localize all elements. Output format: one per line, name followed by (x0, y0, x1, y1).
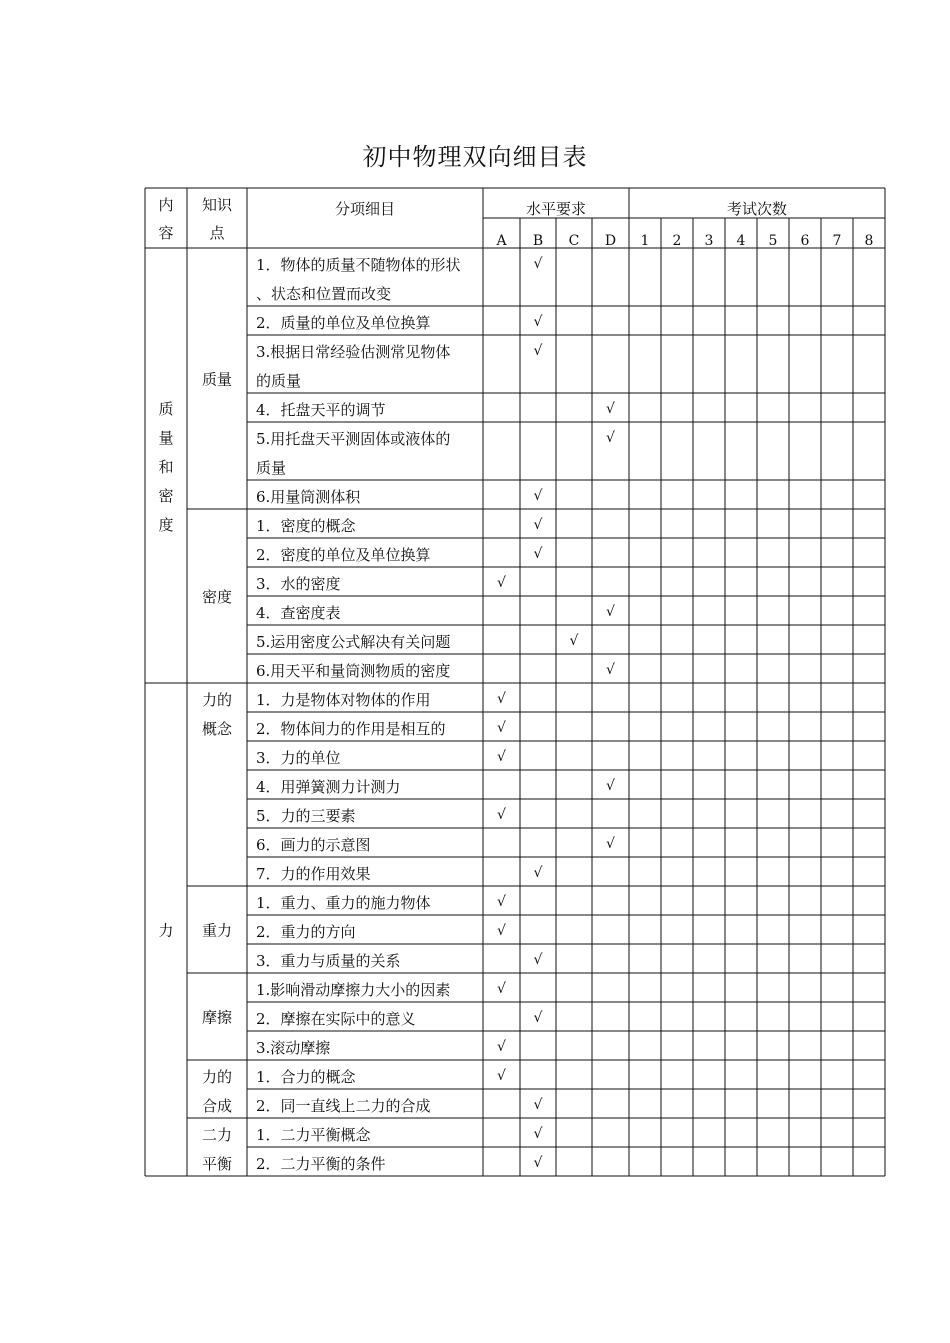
check-mark-D: √ (606, 836, 615, 852)
item-text: 1．合力的概念 (256, 1068, 356, 1086)
item-text: 3．水的密度 (256, 575, 341, 593)
content-label: 质量和密度 (158, 399, 174, 534)
topic-label: 力的概念 (201, 691, 233, 738)
check-mark-B: √ (533, 517, 543, 533)
header-exam-7: 7 (832, 233, 842, 249)
check-mark-B: √ (533, 1126, 543, 1142)
topic-label: 二力平衡 (201, 1126, 233, 1173)
item-text: 3.滚动摩擦 (256, 1039, 331, 1057)
header-exam-2: 2 (672, 233, 682, 249)
item-text: 4．托盘天平的调节 (256, 401, 386, 419)
header-level: 水平要求 (525, 200, 587, 218)
check-mark-B: √ (533, 546, 543, 562)
item-text: 6.用天平和量筒测物质的密度 (256, 662, 451, 680)
item-text: 1.影响滑动摩擦力大小的因素 (256, 981, 451, 999)
item-text: 3．重力与质量的关系 (256, 952, 401, 970)
item-text: 4．查密度表 (256, 604, 341, 622)
item-text: 1．力是物体对物体的作用 (256, 691, 431, 709)
check-mark-A: √ (497, 1068, 506, 1084)
header-exam-1: 1 (640, 233, 650, 249)
item-text: 5．力的三要素 (256, 807, 356, 825)
check-mark-B: √ (533, 1097, 543, 1113)
check-mark-B: √ (533, 865, 543, 881)
check-mark-D: √ (606, 662, 615, 678)
header-exam-4: 4 (736, 233, 746, 249)
check-mark-A: √ (497, 981, 506, 997)
item-text: 1．物体的质量不随物体的形状、状态和位置而改变 (256, 256, 461, 303)
check-mark-A: √ (497, 749, 506, 765)
item-text: 2．质量的单位及单位换算 (256, 314, 431, 332)
check-mark-B: √ (533, 1155, 543, 1171)
check-mark-D: √ (606, 401, 615, 417)
item-text: 1．密度的概念 (256, 517, 356, 535)
item-text: 5.用托盘天平测固体或液体的质量 (256, 430, 451, 477)
check-mark-D: √ (606, 778, 615, 794)
check-mark-D: √ (606, 604, 615, 620)
header-level-C: C (568, 233, 580, 249)
topic-label: 重力 (201, 921, 233, 940)
check-mark-A: √ (497, 720, 506, 736)
item-text: 3．力的单位 (256, 749, 341, 767)
header-level-D: D (604, 233, 617, 249)
header-content: 内容 (158, 196, 174, 243)
check-mark-A: √ (497, 691, 506, 707)
item-text: 6．画力的示意图 (256, 836, 371, 854)
header-exam-6: 6 (800, 233, 810, 249)
topic-label: 摩擦 (201, 1008, 233, 1027)
item-text: 4．用弹簧测力计测力 (256, 778, 401, 796)
content-label: 力 (158, 921, 174, 940)
check-mark-B: √ (533, 256, 543, 272)
item-text: 2．摩擦在实际中的意义 (256, 1010, 416, 1028)
header-exam-3: 3 (704, 233, 714, 249)
header-exam-8: 8 (864, 233, 874, 249)
check-mark-A: √ (497, 575, 506, 591)
item-text: 2．物体间力的作用是相互的 (256, 720, 446, 738)
header-knowledge: 知识点 (201, 196, 233, 243)
check-mark-A: √ (497, 1039, 506, 1055)
check-mark-B: √ (533, 952, 543, 968)
check-mark-B: √ (533, 1010, 543, 1026)
item-text: 2．密度的单位及单位换算 (256, 546, 431, 564)
item-text: 2．同一直线上二力的合成 (256, 1097, 431, 1115)
topic-label: 质量 (201, 370, 233, 389)
topic-label: 密度 (201, 588, 233, 606)
header-level-A: A (496, 233, 507, 249)
check-mark-B: √ (533, 488, 543, 504)
item-text: 6.用量筒测体积 (256, 488, 361, 506)
check-mark-B: √ (533, 343, 543, 359)
topic-label: 力的合成 (201, 1068, 233, 1115)
document-title: 初中物理双向细目表 (362, 143, 588, 171)
header-exam: 考试次数 (726, 200, 788, 218)
item-text: 7．力的作用效果 (256, 865, 371, 883)
header-item: 分项细目 (334, 200, 396, 218)
item-text: 5.运用密度公式解决有关问题 (256, 633, 451, 651)
item-text: 3.根据日常经验估测常见物体的质量 (256, 343, 451, 390)
check-mark-A: √ (497, 807, 506, 823)
item-text: 1．二力平衡概念 (256, 1126, 371, 1144)
header-exam-5: 5 (768, 233, 778, 249)
check-mark-A: √ (497, 923, 506, 939)
item-text: 1．重力、重力的施力物体 (256, 894, 431, 912)
check-mark-D: √ (606, 430, 615, 446)
check-mark-A: √ (497, 894, 506, 910)
check-mark-B: √ (533, 314, 543, 330)
item-text: 2．二力平衡的条件 (256, 1155, 386, 1173)
header-level-B: B (532, 233, 544, 249)
item-text: 2．重力的方向 (256, 923, 356, 941)
check-mark-C: √ (569, 633, 579, 649)
